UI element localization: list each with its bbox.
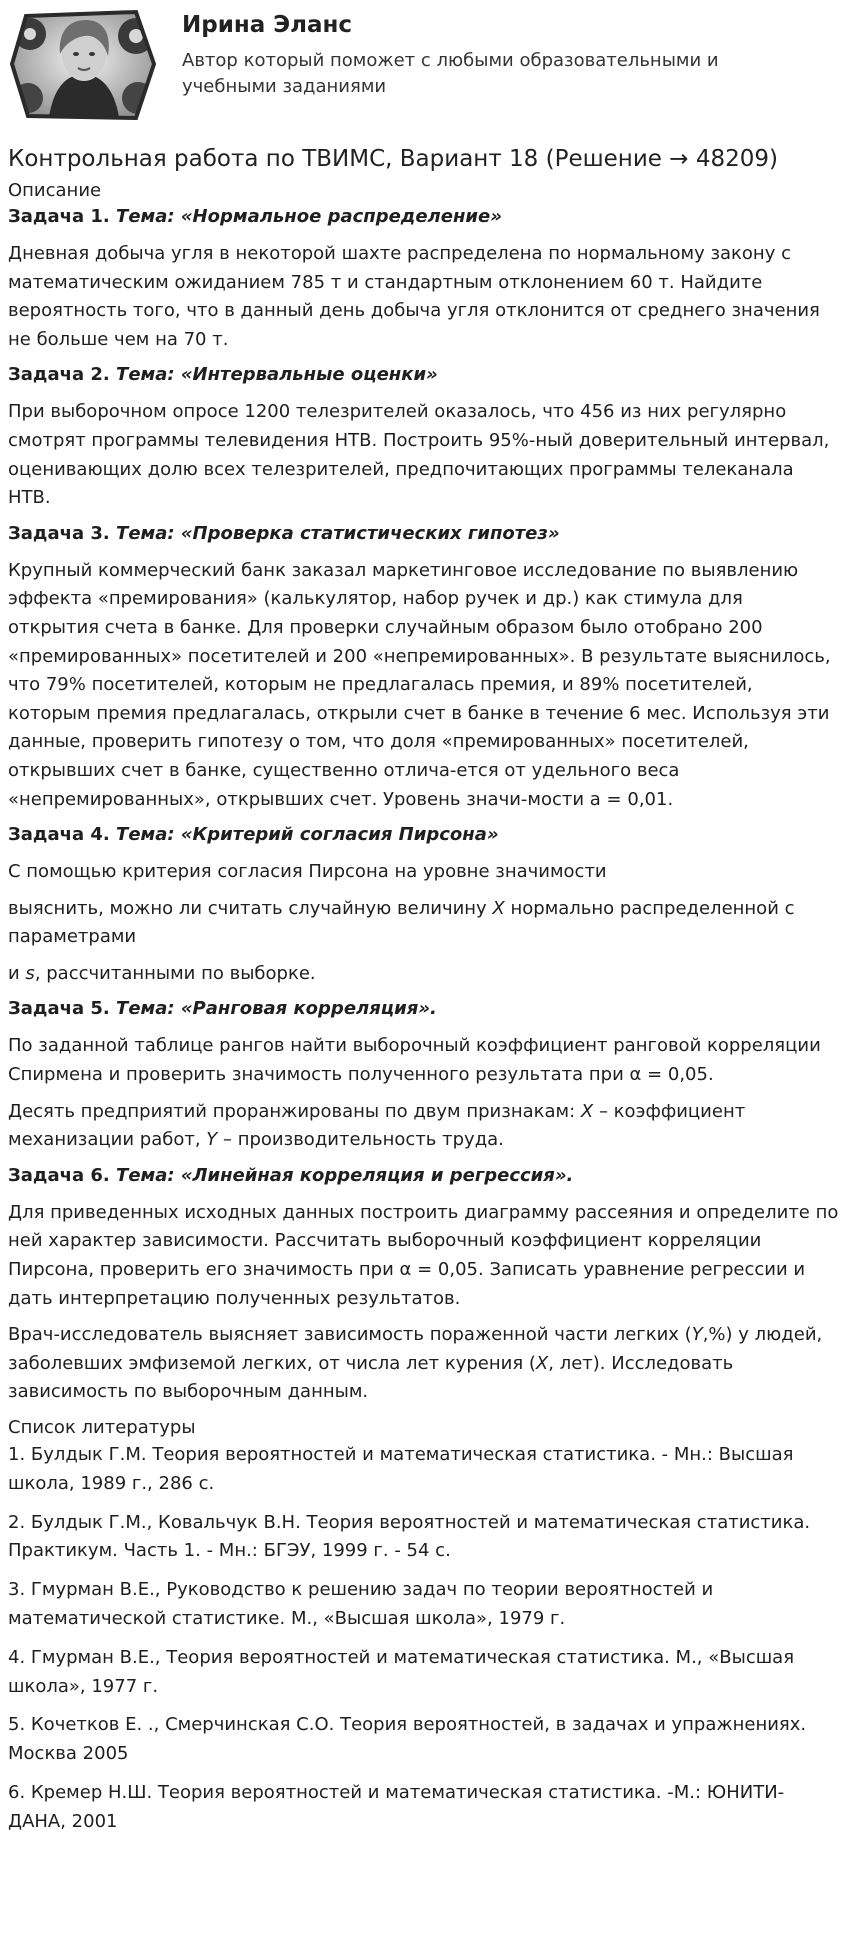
task-5-number: Задача 5. — [8, 998, 110, 1020]
task-4-text-1: С помощью критерия согласия Пирсона на уровне значимости — [8, 861, 607, 883]
task-5-heading — [8, 996, 839, 1022]
task-5-topic: Тема: «Ранговая корреляция». — [116, 998, 437, 1020]
task-5-text-1: По заданной таблице рангов найти выборочный коэффициент ранговой корреляции Спирмена и проверить значимость полученного результата при α = 0,05. — [8, 1035, 821, 1086]
reference-item: 3. Гмурман В.Е., Руководство к решению задач по теории вероятностей и математической статистике. М., «Высшая школа», 1979 г. — [8, 1579, 714, 1629]
task-3-number: Задача 3. — [8, 522, 110, 544]
task-4-text-3 — [8, 960, 839, 989]
page-title: Контрольная работа по ТВИМС, Вариант 18 (Решение → 48209) — [8, 146, 778, 172]
references-label: Список литературы — [8, 1417, 196, 1438]
variable-x: X — [492, 897, 505, 919]
task-6-text-2 — [8, 1321, 839, 1407]
author-info — [182, 12, 782, 100]
variable-x: X — [535, 1352, 549, 1374]
avatar[interactable] — [8, 6, 158, 124]
task-4-text-2b: нормально распределенной с параметрами — [8, 897, 795, 948]
variable-y: Y — [206, 1129, 218, 1151]
task-3-text: Крупный коммерческий банк заказал маркетинговое исследование по выявлению эффекта «премирования» (калькулятор, набор ручек и др.) как стимула для открытия счета в банке. Для проверки случайным образом было отобрано 200 «премированных» посетителей и 200 «непремированных». В результате выяснилось, что 79% посетителей, которым не предлагалась премия, и 89% посетителей, которым премия предлагалась, открыли счет в банке в течение 6 мес. Используя эти данные, проверить гипотезу о том, что доля «премированных» посетителей, открывших счет в банке, существенно отлича-ется от удельного веса «непремированных», открывших счет. Уровень значи-мости a = 0,01. — [8, 559, 831, 810]
variable-s: s — [25, 962, 35, 984]
references-list — [8, 1441, 839, 1837]
task-2-number: Задача 2. — [8, 364, 110, 386]
task-2-topic: Тема: «Интервальные оценки» — [116, 364, 438, 386]
task-6-topic: Тема: «Линейная корреляция и регрессия». — [116, 1164, 574, 1186]
task-6-text-2a: Врач-исследователь выясняет зависимость пораженной части легких ( — [8, 1324, 692, 1346]
reference-item: 1. Булдык Г.М. Теория вероятностей и математическая статистика. - Мн.: Высшая школа, 1989 г., 286 с. — [8, 1444, 794, 1494]
task-6-number: Задача 6. — [8, 1164, 110, 1186]
task-1-number: Задача 1. — [8, 206, 110, 227]
reference-item: 2. Булдык Г.М., Ковальчук В.Н. Теория вероятностей и математическая статистика. Практикум. Часть 1. - Мн.: БГЭУ, 1999 г. - 54 с. — [8, 1511, 811, 1562]
author-card — [8, 0, 839, 130]
author-description: Автор который поможет с любыми образовательными и учебными заданиями — [182, 50, 719, 97]
task-4-heading — [8, 822, 839, 848]
variable-x: X — [580, 1100, 594, 1122]
task-4-number: Задача 4. — [8, 824, 110, 846]
task-3-topic: Тема: «Проверка статистических гипотез» — [116, 522, 560, 544]
author-photo-icon — [8, 6, 158, 124]
task-6-text-2c: , лет). Исследовать зависимость по выборочным данным. — [8, 1352, 734, 1403]
task-6-text-2b: ,%) у людей, заболевших эмфиземой легких, от числа лет курения ( — [8, 1324, 823, 1374]
description-label: Описание — [8, 180, 102, 201]
task-6-heading — [8, 1163, 839, 1189]
task-1-text: Дневная добыча угля в некоторой шахте распределена по нормальному закону с математическим ожиданием 785 т и стандартным отклонением 60 т. Найдите вероятность того, что в данный день добыча угля отклонится от среднего значения не больше чем на 70 т. — [8, 243, 820, 350]
task-4-topic: Тема: «Критерий согласия Пирсона» — [116, 824, 499, 846]
reference-item: 5. Кочетков Е. ., Смерчинская С.О. Теория вероятностей, в задачах и упражнениях. Москва 2005 — [8, 1714, 807, 1765]
task-1-topic: Тема: «Нормальное распределение» — [116, 206, 502, 227]
author-name[interactable]: Ирина Эланс — [182, 12, 353, 38]
variable-y: Y — [691, 1324, 703, 1346]
task-4-text-3a: и — [8, 962, 26, 984]
task-6-text-1: Для приведенных исходных данных построить диаграмму рассеяния и определите по ней характер зависимости. Рассчитать выборочный коэффициент корреляции Пирсона, проверить его значимость при α = 0,05. Записать уравнение регрессии и дать интерпретацию полученных результатов. — [8, 1201, 839, 1309]
task-5-text-2 — [8, 1098, 839, 1155]
task-2-heading — [8, 362, 839, 388]
reference-item: 4. Гмурман В.Е., Теория вероятностей и математическая статистика. М., «Высшая школа», 1977 г. — [8, 1646, 795, 1697]
task-4-text-3b: , рассчитанными по выборке. — [34, 962, 316, 984]
task-5-text-2a: Десять предприятий проранжированы по двум признакам: — [8, 1100, 581, 1122]
task-3-heading — [8, 521, 839, 547]
task-4-text-2a: выяснить, можно ли считать случайную величину — [8, 897, 493, 919]
task-1-heading — [8, 204, 839, 230]
task-5-text-2c: – производительность труда. — [217, 1129, 504, 1151]
task-5-text-2b: – коэффициент механизации работ, — [8, 1100, 746, 1151]
task-4-text-2 — [8, 895, 839, 952]
reference-item: 6. Кремер Н.Ш. Теория вероятностей и математическая статистика. -М.: ЮНИТИ-ДАНА, 2001 — [8, 1781, 785, 1832]
task-2-text: При выборочном опросе 1200 телезрителей оказалось, что 456 из них регулярно смотрят программы телевидения НТВ. Построить 95%-ный доверительный интервал, оценивающих долю всех телезрителей, предпочитающих программы телеканала НТВ. — [8, 401, 830, 509]
